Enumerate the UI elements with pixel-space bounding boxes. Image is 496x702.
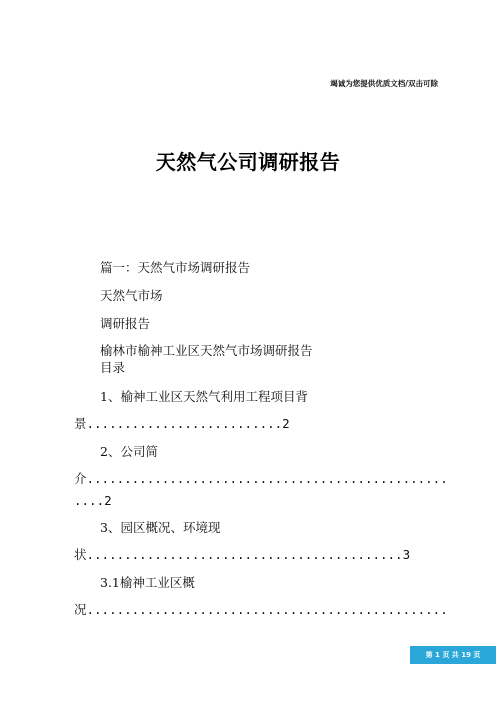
toc-entry-leader: 况................................................ (74, 602, 448, 617)
toc-entry: 2、公司简 (100, 444, 158, 459)
body-line: 天然气市场 (100, 288, 163, 303)
toc-entry: 1、榆神工业区天然气利用工程项目背 (100, 389, 308, 404)
page-number-badge: 第 1 页 共 19 页 (410, 646, 496, 664)
body-line: 调研报告 (100, 316, 151, 331)
body-line: 榆林市榆神工业区天然气市场调研报告 (100, 343, 313, 358)
toc-entry-leader: 介................................................ (74, 471, 448, 486)
document-title: 天然气公司调研报告 (155, 150, 341, 174)
toc-entry-leader: ....2 (74, 493, 112, 508)
toc-entry: 3.1榆神工业区概 (100, 575, 195, 590)
toc-entry-leader: 状..........................................3 (74, 547, 411, 562)
toc-entry: 3、园区概况、环境现 (100, 520, 221, 535)
toc-entry-leader: 景..........................2 (74, 416, 290, 431)
toc-heading: 目录 (100, 360, 126, 375)
body-line: 篇一：天然气市场调研报告 (100, 260, 251, 275)
header-note: 竭诚为您提供优质文档/双击可除 (330, 79, 438, 88)
